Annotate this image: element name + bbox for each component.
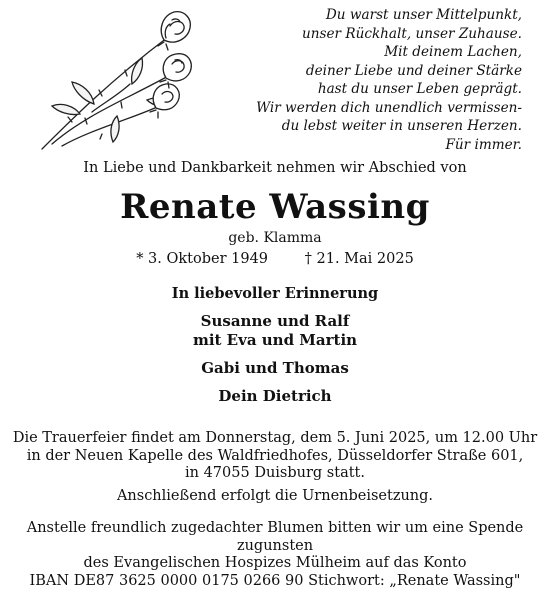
poem-line: deiner Liebe und deiner Stärke [305,62,522,79]
rose-branch-icon [32,4,202,154]
donation-line: des Evangelischen Hospizes Mülheim auf das Konto [83,555,467,571]
poem-line: hast du unser Leben geprägt. [317,81,522,97]
ceremony-line: Die Trauerfeier findet am Donnerstag, dem 5. Juni 2025, um 12.00 Uhr [12,430,538,446]
death-date: † 21. Mai 2025 [304,251,414,267]
mourners-list [0,312,550,415]
birth-name: geb. Klamma [228,230,322,246]
mourner-line: mit Eva und Martin [192,331,358,349]
mourner-line: Dein Dietrich [218,387,332,405]
ceremony-line: in der Neuen Kapelle des Waldfriedhofes, Düsseldorfer Straße 601, [26,447,524,464]
poem-line: unser Rückhalt, unser Zuhause. [301,25,522,42]
poem-line: Mit deinem Lachen, [384,44,522,60]
donation-line: IBAN DE87 3625 0000 0175 0266 90 Stichwort: „Renate Wassing" [29,572,521,589]
donation-info [0,520,550,590]
poem-line: du lebst weiter in unseren Herzen. [281,118,522,134]
memory-heading: In liebevoller Erinnerung [171,285,379,302]
ceremony-line: in 47055 Duisburg statt. [185,465,365,481]
mourner-group [0,387,550,406]
donation-line: Anstelle freundlich zugedachter Blumen bitten wir um eine Spende zugunsten [26,520,524,554]
poem-line: Wir werden dich unendlich vermissen- [256,99,522,116]
mourner-line: Gabi und Thomas [201,359,349,377]
urn-burial-note: Anschließend erfolgt die Urnenbeisetzung. [116,488,434,504]
birth-date: * 3. Oktober 1949 [136,251,269,267]
mourner-group [0,359,550,378]
poem-line: Du warst unser Mittelpunkt, [325,7,522,23]
mourner-line: Susanne und Ralf [200,312,350,330]
poem-line: Für immer. [445,136,522,153]
ceremony-info [0,430,550,483]
intro-text: In Liebe und Dankbarkeit nehmen wir Abschied von [83,160,467,176]
deceased-name: Renate Wassing [120,187,430,227]
life-dates [0,251,550,267]
mourner-group [0,312,550,350]
poem [222,6,522,154]
